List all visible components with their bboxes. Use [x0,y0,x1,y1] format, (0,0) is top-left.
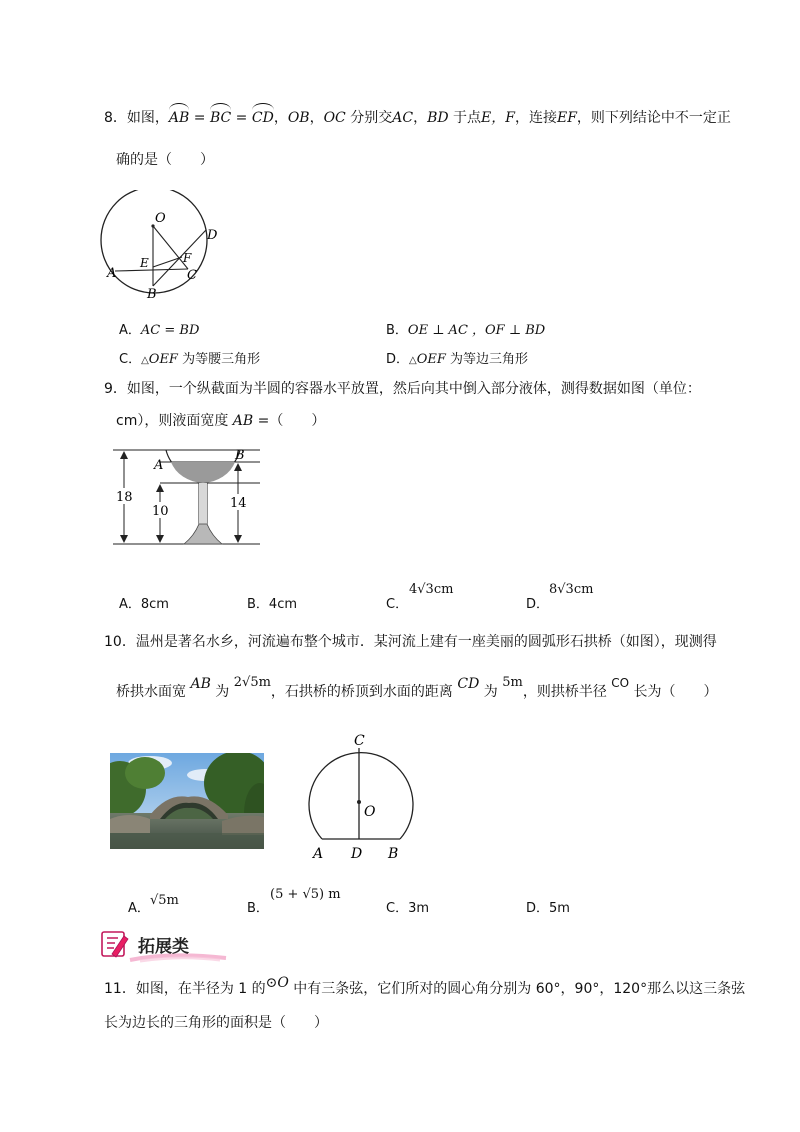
segment-oc: OC [323,110,346,126]
label-d: D [207,228,218,243]
option-letter: B． [247,901,269,916]
q9-option-c-value: 4√3cm [409,582,454,597]
segment-co: CO [611,676,630,690]
segment-ab: AB [232,413,254,429]
q9-text: cm），则液面宽度 [116,413,233,429]
segment-bd: BD [427,110,449,126]
segment-ac: AC [392,110,414,126]
q8-text: 于点 [448,110,482,126]
comma: ， [273,110,288,126]
q9-option-d-value: 8√3cm [549,582,594,597]
q11-stem-line1 [104,975,746,999]
option-text: 为等腰三角形 [177,352,261,367]
segment-ef: EF [556,110,577,126]
q11-text: 中有三条弦，它们所对的圆心角分别为 60°，90°，120°那么以这三条弦 [288,981,746,997]
arc-ab: AB [168,110,190,126]
arc-cd: CD [251,110,274,126]
q8-option-a[interactable] [119,319,199,338]
comma: ， [309,110,324,126]
option-letter: A． [128,901,150,916]
option-letter: D． [386,352,410,367]
q10-stem-line2 [116,675,718,703]
q10-text: ，石拱桥的桥顶到水面的距离 [270,684,458,700]
q10-option-c[interactable]: C．3m [386,901,430,916]
label-o: O [364,804,376,820]
q8-stem-line2: 确的是（ ） [116,152,214,168]
comma: ， [413,110,428,126]
q8-circle-figure [95,190,235,305]
q10-text: 为 [479,684,503,700]
triangle-oef: OEF [148,352,178,367]
q9-option-b[interactable]: B．4cm [247,597,298,612]
distance-value: 5m [502,675,523,690]
label-a: A [313,846,324,862]
q9-text: =（ ） [253,413,326,429]
bridge-photo-image [110,753,264,849]
q10-option-a[interactable] [128,897,150,916]
q11-text: 11．如图，在半径为 1 的 [104,981,266,997]
dim-18: 18 [116,490,133,505]
segment-cd: CD [457,676,480,692]
label-o: O [155,211,166,226]
points-ef: E，F [481,110,515,126]
q10-option-a-value: √5m [150,893,179,908]
label-b: B [388,846,399,862]
q9-option-a[interactable]: A．8cm [119,597,169,612]
option-text: AC = BD [140,323,200,338]
section-title: 拓展类 [138,937,189,957]
triangle-symbol: △ [141,355,149,366]
arc-bc: BC [209,110,232,126]
option-text: 为等边三角形 [445,352,529,367]
label-d: D [351,846,363,862]
q8-option-b[interactable] [386,319,545,338]
option-text: OE ⊥ AC ，OF ⊥ BD [407,323,546,338]
option-letter: C． [386,597,409,612]
q8-text: 分别交 [345,110,393,126]
q10-stem-line1: 10．温州是著名水乡，河流遍布整个城市．某河流上建有一座美丽的圆弧形石拱桥（如图），现测得 [104,634,717,650]
q10-option-d[interactable]: D．5m [526,901,570,916]
segment-ab: AB [190,676,211,692]
label-c: C [187,268,197,283]
q10-text: ，则拱桥半径 [522,684,612,700]
circle-o-symbol: ⊙O [265,975,289,991]
q8-stem-line1 [104,108,731,128]
q10-option-b[interactable] [247,897,269,916]
triangle-oef: OEF [416,352,446,367]
label-b: B [147,287,157,302]
option-letter: B． [386,323,408,338]
q9-container-figure [108,442,263,550]
label-c: C [354,733,365,749]
q9-option-c[interactable] [386,593,408,612]
label-f: F [183,251,192,265]
q9-stem-line2 [116,411,325,431]
q8-option-c[interactable] [119,348,260,367]
label-a: A [107,266,117,281]
width-value: 2√5m [233,675,271,690]
q10-option-b-value: (5 + √5) m [270,887,341,902]
q8-text: ，连接 [514,110,557,126]
label-e: E [140,256,149,270]
segment-ob: OB [287,110,310,126]
q10-text: 长为（ ） [629,684,718,700]
q8-text: ，则下列结论中不一定正 [576,110,731,126]
dim-14: 14 [230,496,247,511]
stone-bridge-photo [110,753,264,849]
q10-arch-figure [302,732,414,862]
option-letter: D． [526,597,550,612]
q9-option-d[interactable] [526,593,549,612]
equals-sign: = [231,110,252,126]
option-letter: A． [119,323,141,338]
q9-stem-line1: 9．如图，一个纵截面为半圆的容器水平放置，然后向其中倒入部分液体，测得数据如图（单位： [104,381,701,397]
option-letter: C． [119,352,142,367]
label-a: A [154,458,164,473]
dim-10: 10 [152,504,169,519]
q10-text: 为 [210,684,234,700]
q10-text: 桥拱水面宽 [116,684,191,700]
triangle-symbol: △ [409,355,417,366]
label-b: B [235,448,245,463]
equals-sign: = [189,110,210,126]
q8-option-d[interactable] [386,348,528,367]
q11-stem-line2: 长为边长的三角形的面积是（ ） [104,1015,328,1031]
q8-number: 8．如图， [104,110,169,126]
